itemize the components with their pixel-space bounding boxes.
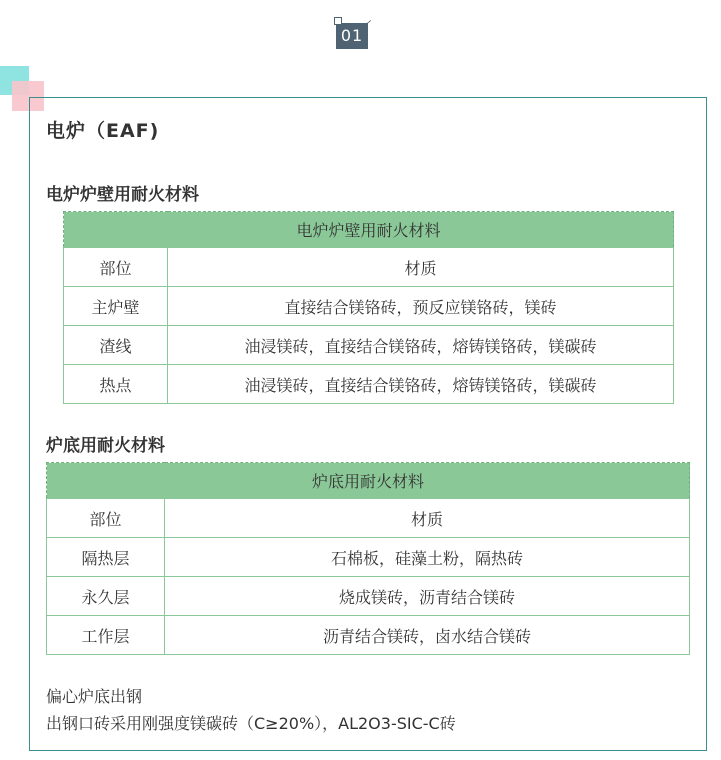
footer-line-1: 偏心炉底出钢 [46, 687, 143, 706]
bottom-materials-table [46, 462, 690, 655]
table-cell-material: 直接结合镁铬砖，预反应镁铬砖，镁砖 [168, 287, 674, 326]
column-header-part: 部位 [47, 499, 165, 538]
table-row [64, 326, 674, 365]
table-row [47, 616, 690, 655]
table-cell-material: 石棉板，硅藻土粉，隔热砖 [165, 538, 690, 577]
table-row [47, 577, 690, 616]
table-cell-part: 渣线 [64, 326, 168, 365]
table-cell-part: 永久层 [47, 577, 165, 616]
table-cell-material: 油浸镁砖，直接结合镁铬砖，熔铸镁铬砖，镁碳砖 [168, 326, 674, 365]
column-header-material: 材质 [168, 248, 674, 287]
badge-corner-decoration [334, 17, 342, 25]
table-row [47, 538, 690, 577]
section-number-badge [334, 17, 372, 53]
table-row [64, 287, 674, 326]
section-number: 01 [336, 23, 368, 49]
table-cell-material: 沥青结合镁砖，卤水结合镁砖 [165, 616, 690, 655]
table-cell-part: 主炉壁 [64, 287, 168, 326]
table-caption: 电炉炉壁用耐火材料 [64, 212, 674, 248]
table-caption: 炉底用耐火材料 [47, 463, 690, 499]
footer-line-2: 出钢口砖采用刚强度镁碳砖（C≥20%），AL2O3-SIC-C砖 [46, 714, 456, 733]
table-caption-row [64, 212, 674, 248]
table-cell-part: 热点 [64, 365, 168, 404]
column-header-part: 部位 [64, 248, 168, 287]
column-header-material: 材质 [165, 499, 690, 538]
table-cell-part: 隔热层 [47, 538, 165, 577]
table-cell-part: 工作层 [47, 616, 165, 655]
table-row [64, 365, 674, 404]
table-caption-row [47, 463, 690, 499]
table-header-row [47, 499, 690, 538]
table-header-row [64, 248, 674, 287]
page-title: 电炉（EAF) [46, 120, 160, 142]
table-cell-material: 油浸镁砖，直接结合镁铬砖，熔铸镁铬砖，镁碳砖 [168, 365, 674, 404]
section-heading-bottom: 炉底用耐火材料 [46, 436, 165, 456]
section-heading-wall: 电炉炉壁用耐火材料 [46, 185, 199, 205]
table-cell-material: 烧成镁砖，沥青结合镁砖 [165, 577, 690, 616]
wall-materials-table [63, 211, 674, 404]
